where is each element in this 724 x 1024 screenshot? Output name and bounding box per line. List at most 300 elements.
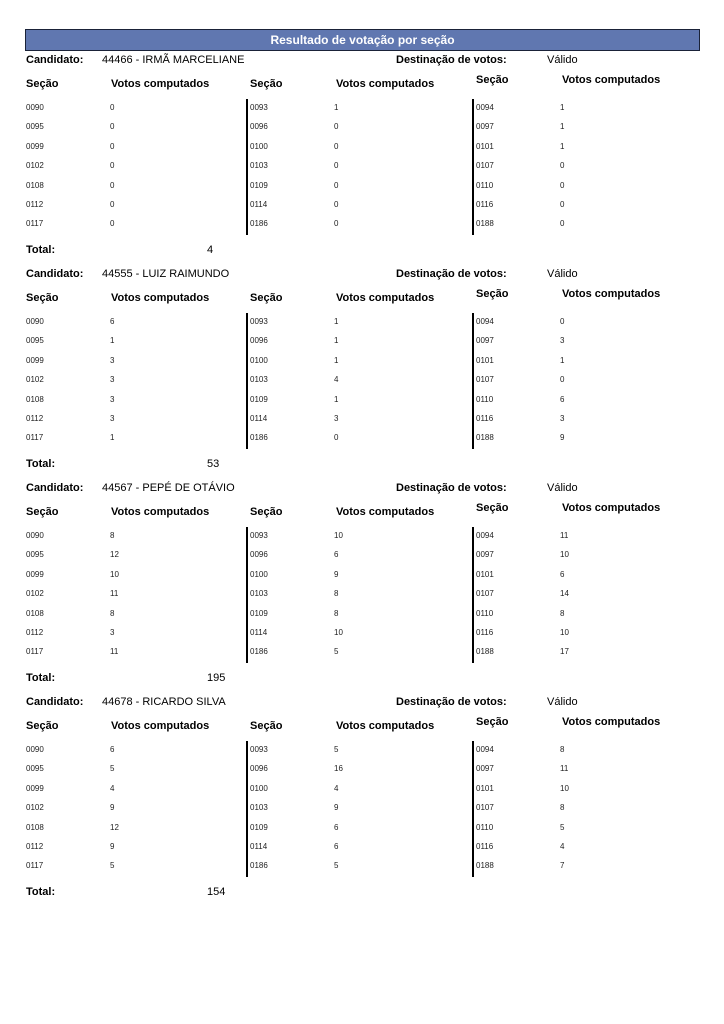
section-number: 0100 bbox=[250, 783, 268, 793]
vote-count: 5 bbox=[334, 745, 339, 754]
section-header: Seção bbox=[26, 720, 59, 732]
section-header: Seção bbox=[250, 78, 283, 90]
section-number: 0090 bbox=[26, 103, 44, 112]
section-number: 0116 bbox=[476, 841, 494, 851]
table-row bbox=[26, 371, 226, 390]
table-row bbox=[474, 352, 674, 371]
vote-count: 0 bbox=[334, 141, 339, 151]
table-row bbox=[26, 215, 226, 234]
table-row bbox=[248, 566, 448, 585]
table-row bbox=[248, 819, 448, 838]
table-row bbox=[474, 741, 674, 760]
vote-count: 9 bbox=[560, 433, 565, 443]
table-row bbox=[26, 429, 226, 448]
vote-count: 11 bbox=[110, 647, 119, 657]
section-number: 0094 bbox=[476, 531, 494, 540]
table-row bbox=[248, 429, 448, 448]
vote-count: 10 bbox=[560, 550, 569, 560]
candidate-name: 44567 - PEPÉ DE OTÁVIO bbox=[102, 482, 235, 494]
vote-count: 1 bbox=[560, 103, 565, 112]
vote-count: 1 bbox=[110, 336, 115, 346]
section-number: 0099 bbox=[26, 141, 44, 151]
vote-count: 3 bbox=[560, 336, 565, 346]
vote-count: 0 bbox=[334, 199, 339, 209]
vote-count: 0 bbox=[334, 180, 339, 190]
table-row bbox=[474, 429, 674, 448]
section-number: 0096 bbox=[250, 336, 268, 346]
vote-count: 9 bbox=[110, 803, 115, 813]
vote-count: 4 bbox=[334, 375, 339, 385]
section-number: 0114 bbox=[250, 413, 268, 423]
vote-count: 8 bbox=[334, 589, 339, 599]
table-row bbox=[248, 118, 448, 137]
vote-count: 8 bbox=[110, 531, 115, 540]
table-row bbox=[26, 838, 226, 857]
votes-header: Votos computados bbox=[562, 288, 661, 300]
table-row bbox=[26, 391, 226, 410]
vote-count: 8 bbox=[560, 745, 565, 754]
table-row bbox=[248, 527, 448, 546]
votes-header: Votos computados bbox=[111, 720, 210, 732]
vote-count: 6 bbox=[334, 550, 339, 560]
section-number: 0090 bbox=[26, 317, 44, 326]
total-value: 154 bbox=[207, 886, 226, 898]
section-number: 0109 bbox=[250, 608, 268, 618]
table-row bbox=[248, 624, 448, 643]
vote-count: 11 bbox=[110, 589, 119, 599]
vote-count: 0 bbox=[110, 141, 115, 151]
section-number: 0112 bbox=[26, 413, 44, 423]
vote-count: 9 bbox=[334, 803, 339, 813]
vote-count: 4 bbox=[334, 783, 339, 793]
section-number: 0097 bbox=[476, 336, 494, 346]
vote-count: 0 bbox=[110, 103, 115, 112]
section-number: 0110 bbox=[476, 180, 494, 190]
vote-count: 5 bbox=[560, 822, 565, 832]
table-row bbox=[26, 410, 226, 429]
vote-count: 1 bbox=[334, 103, 339, 112]
section-number: 0095 bbox=[26, 336, 44, 346]
section-number: 0100 bbox=[250, 569, 268, 579]
section-header: Seção bbox=[476, 716, 509, 728]
section-header: Seção bbox=[26, 78, 59, 90]
section-number: 0103 bbox=[250, 161, 268, 171]
candidate-label: Candidato: bbox=[26, 482, 84, 494]
vote-count: 0 bbox=[110, 122, 115, 132]
vote-count: 0 bbox=[560, 199, 565, 209]
votes-header: Votos computados bbox=[336, 720, 435, 732]
vote-count: 5 bbox=[110, 861, 115, 871]
table-row bbox=[26, 332, 226, 351]
votes-header: Votos computados bbox=[336, 78, 435, 90]
table-row bbox=[26, 352, 226, 371]
vote-count: 10 bbox=[334, 531, 343, 540]
table-row bbox=[248, 838, 448, 857]
table-row bbox=[474, 605, 674, 624]
table-row bbox=[248, 157, 448, 176]
section-number: 0103 bbox=[250, 375, 268, 385]
table-row bbox=[26, 99, 226, 118]
section-number: 0099 bbox=[26, 783, 44, 793]
table-row bbox=[474, 838, 674, 857]
vote-count: 1 bbox=[334, 336, 339, 346]
section-number: 0097 bbox=[476, 122, 494, 132]
vote-count: 5 bbox=[334, 861, 339, 871]
table-row bbox=[248, 177, 448, 196]
table-row bbox=[474, 546, 674, 565]
vote-count: 11 bbox=[560, 764, 569, 774]
table-row bbox=[26, 566, 226, 585]
destination-label: Destinação de votos: bbox=[396, 696, 507, 708]
section-number: 0188 bbox=[476, 433, 494, 443]
vote-count: 0 bbox=[560, 161, 565, 171]
table-row bbox=[474, 196, 674, 215]
vote-count: 3 bbox=[110, 394, 115, 404]
vote-count: 0 bbox=[334, 219, 339, 229]
vote-count: 3 bbox=[110, 627, 115, 637]
table-row bbox=[248, 196, 448, 215]
section-number: 0114 bbox=[250, 841, 268, 851]
section-number: 0093 bbox=[250, 531, 268, 540]
vote-count: 8 bbox=[560, 803, 565, 813]
vote-count: 0 bbox=[560, 317, 565, 326]
vote-count: 3 bbox=[334, 413, 339, 423]
vote-count: 0 bbox=[334, 433, 339, 443]
section-number: 0102 bbox=[26, 375, 44, 385]
results-column bbox=[26, 741, 226, 877]
vote-count: 3 bbox=[110, 413, 115, 423]
section-number: 0090 bbox=[26, 745, 44, 754]
table-row bbox=[474, 527, 674, 546]
vote-count: 8 bbox=[334, 608, 339, 618]
vote-count: 1 bbox=[334, 317, 339, 326]
table-row bbox=[248, 857, 448, 876]
table-row bbox=[248, 780, 448, 799]
table-row bbox=[26, 741, 226, 760]
section-number: 0103 bbox=[250, 803, 268, 813]
vote-count: 1 bbox=[560, 355, 565, 365]
section-number: 0114 bbox=[250, 199, 268, 209]
vote-count: 12 bbox=[110, 550, 119, 560]
section-number: 0116 bbox=[476, 199, 494, 209]
section-number: 0107 bbox=[476, 589, 494, 599]
table-row bbox=[248, 760, 448, 779]
section-header: Seção bbox=[476, 288, 509, 300]
vote-count: 9 bbox=[110, 841, 115, 851]
results-column bbox=[246, 527, 448, 663]
section-number: 0116 bbox=[476, 413, 494, 423]
candidate-block bbox=[0, 482, 724, 692]
section-number: 0101 bbox=[476, 783, 494, 793]
vote-count: 9 bbox=[334, 569, 339, 579]
section-number: 0102 bbox=[26, 589, 44, 599]
table-row bbox=[248, 313, 448, 332]
section-number: 0186 bbox=[250, 433, 268, 443]
table-row bbox=[474, 799, 674, 818]
destination-value: Válido bbox=[547, 482, 578, 494]
vote-count: 0 bbox=[110, 180, 115, 190]
vote-count: 4 bbox=[560, 841, 565, 851]
destination-label: Destinação de votos: bbox=[396, 268, 507, 280]
section-number: 0103 bbox=[250, 589, 268, 599]
section-header: Seção bbox=[476, 74, 509, 86]
table-row bbox=[474, 780, 674, 799]
vote-count: 11 bbox=[560, 531, 569, 540]
section-number: 0100 bbox=[250, 141, 268, 151]
section-number: 0186 bbox=[250, 647, 268, 657]
section-number: 0116 bbox=[476, 627, 494, 637]
section-number: 0117 bbox=[26, 861, 44, 871]
table-row bbox=[248, 99, 448, 118]
vote-count: 0 bbox=[110, 161, 115, 171]
results-column bbox=[26, 99, 226, 235]
vote-count: 10 bbox=[110, 569, 119, 579]
table-row bbox=[474, 371, 674, 390]
table-row bbox=[26, 780, 226, 799]
section-number: 0108 bbox=[26, 394, 44, 404]
results-column bbox=[472, 99, 674, 235]
vote-count: 4 bbox=[110, 783, 115, 793]
section-number: 0093 bbox=[250, 317, 268, 326]
destination-value: Válido bbox=[547, 696, 578, 708]
section-number: 0108 bbox=[26, 822, 44, 832]
results-column bbox=[472, 313, 674, 449]
section-number: 0094 bbox=[476, 317, 494, 326]
vote-count: 0 bbox=[560, 180, 565, 190]
table-row bbox=[474, 99, 674, 118]
section-number: 0102 bbox=[26, 161, 44, 171]
table-row bbox=[248, 371, 448, 390]
destination-label: Destinação de votos: bbox=[396, 482, 507, 494]
candidate-name: 44466 - IRMÃ MARCELIANE bbox=[102, 54, 245, 66]
section-header: Seção bbox=[250, 720, 283, 732]
vote-count: 3 bbox=[560, 413, 565, 423]
vote-count: 8 bbox=[560, 608, 565, 618]
candidate-name: 44555 - LUIZ RAIMUNDO bbox=[102, 268, 230, 280]
table-row bbox=[248, 410, 448, 429]
table-row bbox=[26, 313, 226, 332]
vote-count: 0 bbox=[334, 161, 339, 171]
vote-count: 10 bbox=[560, 627, 569, 637]
section-header: Seção bbox=[476, 502, 509, 514]
vote-count: 5 bbox=[334, 647, 339, 657]
section-number: 0186 bbox=[250, 219, 268, 229]
section-number: 0109 bbox=[250, 822, 268, 832]
total-label: Total: bbox=[26, 672, 56, 684]
section-header: Seção bbox=[26, 292, 59, 304]
votes-header: Votos computados bbox=[111, 78, 210, 90]
vote-count: 6 bbox=[334, 822, 339, 832]
section-number: 0095 bbox=[26, 550, 44, 560]
table-row bbox=[248, 741, 448, 760]
section-number: 0107 bbox=[476, 803, 494, 813]
votes-header: Votos computados bbox=[562, 502, 661, 514]
section-number: 0101 bbox=[476, 141, 494, 151]
vote-count: 6 bbox=[110, 317, 115, 326]
total-value: 53 bbox=[207, 458, 220, 470]
table-row bbox=[26, 138, 226, 157]
section-number: 0110 bbox=[476, 394, 494, 404]
candidate-name: 44678 - RICARDO SILVA bbox=[102, 696, 226, 708]
section-number: 0188 bbox=[476, 219, 494, 229]
votes-header: Votos computados bbox=[111, 292, 210, 304]
table-row bbox=[474, 118, 674, 137]
destination-label: Destinação de votos: bbox=[396, 54, 507, 66]
results-column bbox=[472, 741, 674, 877]
table-row bbox=[26, 196, 226, 215]
section-number: 0096 bbox=[250, 550, 268, 560]
table-row bbox=[248, 546, 448, 565]
vote-count: 0 bbox=[560, 219, 565, 229]
table-row bbox=[248, 391, 448, 410]
section-number: 0097 bbox=[476, 550, 494, 560]
table-row bbox=[26, 857, 226, 876]
table-row bbox=[474, 760, 674, 779]
section-number: 0095 bbox=[26, 122, 44, 132]
vote-count: 6 bbox=[560, 569, 565, 579]
vote-count: 7 bbox=[560, 861, 565, 871]
total-value: 4 bbox=[207, 244, 214, 256]
table-row bbox=[474, 177, 674, 196]
table-row bbox=[26, 585, 226, 604]
section-number: 0114 bbox=[250, 627, 268, 637]
total-label: Total: bbox=[26, 244, 56, 256]
table-row bbox=[26, 527, 226, 546]
section-number: 0188 bbox=[476, 861, 494, 871]
vote-count: 6 bbox=[110, 745, 115, 754]
results-column bbox=[246, 741, 448, 877]
table-row bbox=[474, 566, 674, 585]
total-label: Total: bbox=[26, 886, 56, 898]
destination-value: Válido bbox=[547, 54, 578, 66]
table-row bbox=[26, 177, 226, 196]
section-number: 0107 bbox=[476, 161, 494, 171]
candidate-label: Candidato: bbox=[26, 268, 84, 280]
section-number: 0093 bbox=[250, 745, 268, 754]
section-number: 0188 bbox=[476, 647, 494, 657]
vote-count: 1 bbox=[560, 122, 565, 132]
table-row bbox=[248, 352, 448, 371]
candidate-label: Candidato: bbox=[26, 696, 84, 708]
table-row bbox=[474, 585, 674, 604]
section-number: 0108 bbox=[26, 608, 44, 618]
table-row bbox=[474, 138, 674, 157]
votes-header: Votos computados bbox=[336, 292, 435, 304]
table-row bbox=[26, 157, 226, 176]
vote-count: 10 bbox=[334, 627, 343, 637]
results-column bbox=[246, 313, 448, 449]
section-number: 0117 bbox=[26, 219, 44, 229]
vote-count: 0 bbox=[110, 219, 115, 229]
votes-header: Votos computados bbox=[562, 716, 661, 728]
section-header: Seção bbox=[250, 506, 283, 518]
vote-count: 1 bbox=[334, 394, 339, 404]
table-row bbox=[26, 760, 226, 779]
table-row bbox=[26, 605, 226, 624]
candidate-block bbox=[0, 268, 724, 478]
total-value: 195 bbox=[207, 672, 226, 684]
table-row bbox=[248, 332, 448, 351]
vote-count: 1 bbox=[560, 141, 565, 151]
table-row bbox=[26, 624, 226, 643]
candidate-block bbox=[0, 696, 724, 906]
table-row bbox=[26, 643, 226, 662]
section-number: 0099 bbox=[26, 569, 44, 579]
vote-count: 1 bbox=[334, 355, 339, 365]
report-title-banner: Resultado de votação por seção bbox=[25, 29, 700, 51]
section-header: Seção bbox=[26, 506, 59, 518]
table-row bbox=[474, 819, 674, 838]
table-row bbox=[474, 391, 674, 410]
section-number: 0112 bbox=[26, 199, 44, 209]
section-number: 0101 bbox=[476, 355, 494, 365]
votes-header: Votos computados bbox=[562, 74, 661, 86]
table-row bbox=[248, 585, 448, 604]
table-row bbox=[474, 857, 674, 876]
section-number: 0090 bbox=[26, 531, 44, 540]
section-number: 0117 bbox=[26, 647, 44, 657]
table-row bbox=[474, 410, 674, 429]
table-row bbox=[474, 313, 674, 332]
section-number: 0100 bbox=[250, 355, 268, 365]
votes-header: Votos computados bbox=[111, 506, 210, 518]
vote-count: 0 bbox=[560, 375, 565, 385]
section-number: 0109 bbox=[250, 180, 268, 190]
vote-count: 0 bbox=[334, 122, 339, 132]
vote-count: 16 bbox=[334, 764, 343, 774]
section-number: 0112 bbox=[26, 627, 44, 637]
section-number: 0112 bbox=[26, 841, 44, 851]
section-number: 0110 bbox=[476, 608, 494, 618]
section-number: 0117 bbox=[26, 433, 44, 443]
table-row bbox=[474, 643, 674, 662]
table-row bbox=[474, 215, 674, 234]
results-column bbox=[26, 527, 226, 663]
candidate-block bbox=[0, 54, 724, 264]
vote-count: 10 bbox=[560, 783, 569, 793]
vote-count: 17 bbox=[560, 647, 569, 657]
table-row bbox=[474, 157, 674, 176]
vote-count: 8 bbox=[110, 608, 115, 618]
vote-count: 6 bbox=[560, 394, 565, 404]
section-number: 0096 bbox=[250, 122, 268, 132]
table-row bbox=[248, 643, 448, 662]
vote-count: 5 bbox=[110, 764, 115, 774]
destination-value: Válido bbox=[547, 268, 578, 280]
section-number: 0095 bbox=[26, 764, 44, 774]
table-row bbox=[248, 605, 448, 624]
vote-count: 3 bbox=[110, 375, 115, 385]
section-number: 0099 bbox=[26, 355, 44, 365]
total-label: Total: bbox=[26, 458, 56, 470]
vote-count: 14 bbox=[560, 589, 569, 599]
vote-count: 6 bbox=[334, 841, 339, 851]
section-number: 0102 bbox=[26, 803, 44, 813]
section-number: 0109 bbox=[250, 394, 268, 404]
vote-count: 12 bbox=[110, 822, 119, 832]
section-number: 0097 bbox=[476, 764, 494, 774]
table-row bbox=[474, 624, 674, 643]
vote-count: 0 bbox=[110, 199, 115, 209]
candidate-label: Candidato: bbox=[26, 54, 84, 66]
results-column bbox=[472, 527, 674, 663]
section-number: 0093 bbox=[250, 103, 268, 112]
table-row bbox=[26, 799, 226, 818]
section-number: 0096 bbox=[250, 764, 268, 774]
section-number: 0108 bbox=[26, 180, 44, 190]
table-row bbox=[26, 546, 226, 565]
table-row bbox=[26, 118, 226, 137]
